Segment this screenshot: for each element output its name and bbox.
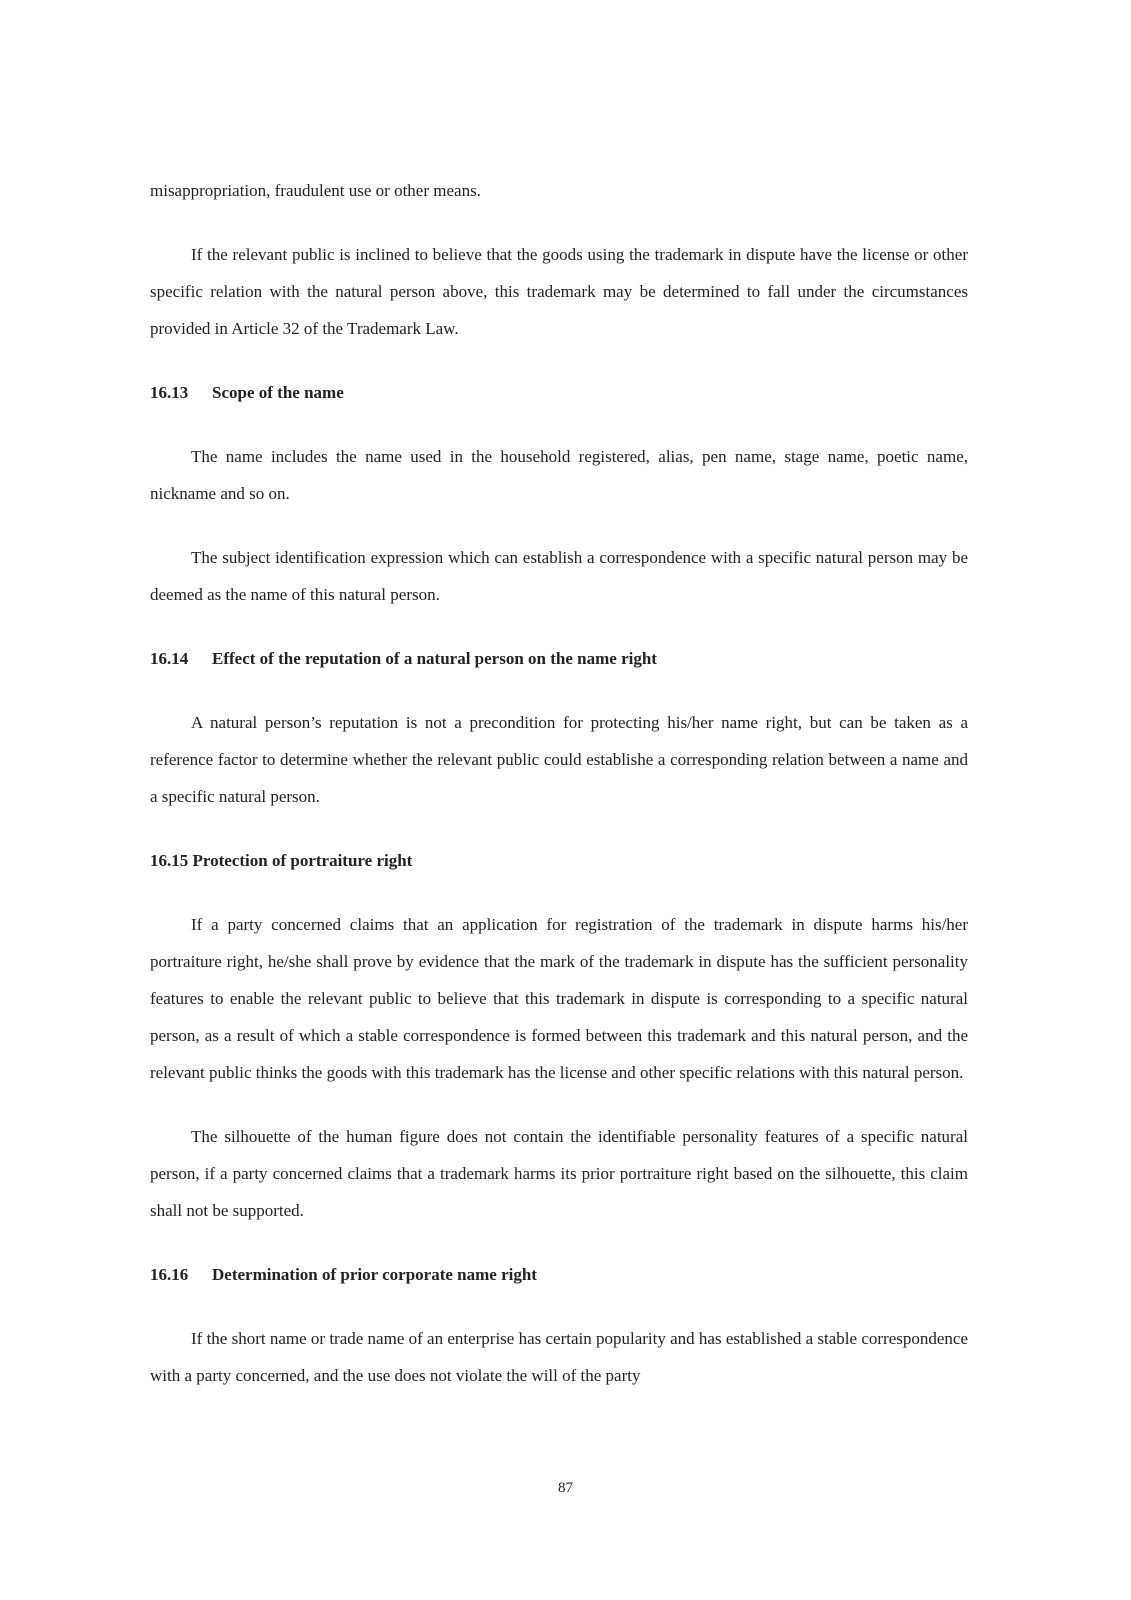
page-number: 87 bbox=[558, 1480, 573, 1496]
paragraph-silhouette: The silhouette of the human figure does not contain the identifiable personality features of a specific natural person, if a party concerned claims that a trademark harms its prior portraiture right based on the silhouette, this claim shall not be supported. bbox=[150, 1127, 968, 1220]
section-heading-16-16 bbox=[150, 1256, 968, 1293]
page-body bbox=[150, 172, 968, 1394]
section-title: Determination of prior corporate name right bbox=[212, 1265, 537, 1284]
paragraph-reputation: A natural person’s reputation is not a precondition for protecting his/her name right, but can be taken as a reference factor to determine whether the relevant public could establishe a corresponding relation between a name and a specific natural person. bbox=[150, 713, 968, 806]
paragraph-portraiture-claim: If a party concerned claims that an application for registration of the trademark in dispute harms his/her portraiture right, he/she shall prove by evidence that the mark of the trademark in dispute has the sufficient personality features to enable the relevant public to believe that this trademark in dispute is corresponding to a specific natural person, as a result of which a stable correspondence is formed between this trademark and this natural person, and the relevant public thinks the goods with this trademark has the license and other specific relations with this natural person. bbox=[150, 915, 968, 1082]
section-title: Scope of the name bbox=[212, 383, 344, 402]
section-number: 16.16 bbox=[150, 1265, 189, 1284]
paragraph-name-includes: The name includes the name used in the household registered, alias, pen name, stage name, poetic name, nickname and so on. bbox=[150, 447, 968, 503]
section-number: 16.13 bbox=[150, 383, 189, 402]
paragraph-corporate-name: If the short name or trade name of an enterprise has certain popularity and has established a stable correspondence with a party concerned, and the use does not violate the will of the party bbox=[150, 1329, 968, 1385]
paragraph-continued: misappropriation, fraudulent use or other means. bbox=[150, 181, 481, 200]
paragraph-article-32: If the relevant public is inclined to believe that the goods using the trademark in dispute have the license or other specific relation with the natural person above, this trademark may be determined to fall under the circumstances provided in Article 32 of the Trademark Law. bbox=[150, 245, 968, 338]
section-heading-16-15: 16.15 Protection of portraiture right bbox=[150, 851, 413, 870]
section-heading-16-14 bbox=[150, 640, 968, 677]
paragraph-subject-identification: The subject identification expression which can establish a correspondence with a specific natural person may be deemed as the name of this natural person. bbox=[150, 548, 968, 604]
section-title: Effect of the reputation of a natural person on the name right bbox=[212, 649, 657, 668]
section-heading-16-13 bbox=[150, 374, 968, 411]
section-number: 16.14 bbox=[150, 649, 189, 668]
